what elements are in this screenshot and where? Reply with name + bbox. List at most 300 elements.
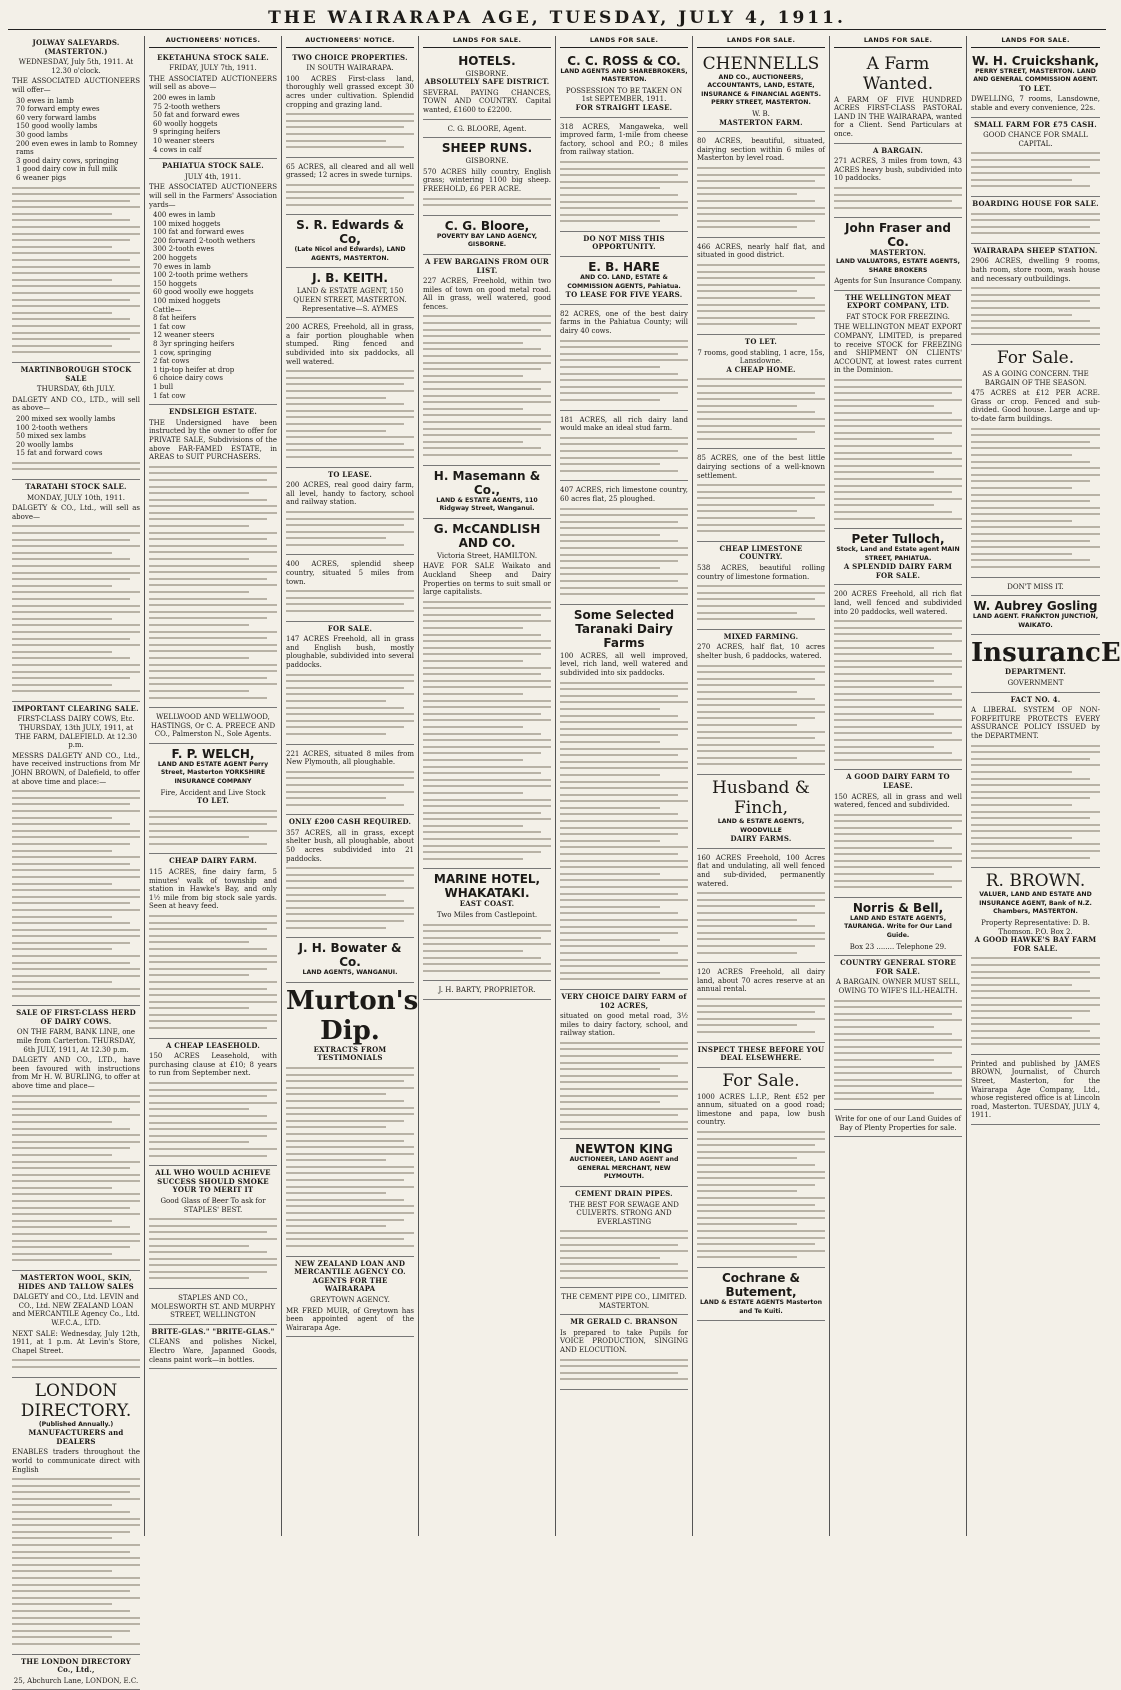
ad-heading: ABSOLUTELY SAFE DISTRICT. — [424, 77, 550, 87]
fine-print-line — [560, 682, 688, 684]
fine-print-line — [560, 1101, 660, 1103]
fine-print-line — [560, 748, 688, 750]
fine-print-line — [971, 447, 1100, 449]
fine-print-line — [560, 866, 688, 868]
fine-print-line — [560, 853, 678, 855]
fine-print-line — [971, 1004, 1100, 1006]
fine-print-line — [834, 386, 962, 388]
fine-print-line — [971, 990, 1090, 992]
fine-print-line — [286, 1087, 414, 1089]
fine-print-line — [423, 693, 523, 695]
fine-print-line — [560, 919, 688, 921]
fine-print-line — [12, 539, 130, 541]
ad-fine-print — [560, 437, 688, 472]
ad-body: 115 ACRES, fine dairy farm, 5 minutes' walk of township and station in Hawke's Bay, and only 1½ mile from big stock sale yards. Seen at heavy feed. — [149, 868, 277, 911]
fine-print-line — [834, 465, 962, 467]
fine-print-line — [971, 857, 1090, 859]
fine-print-line — [697, 605, 825, 607]
fine-print-line — [697, 1223, 797, 1225]
advertisement — [423, 138, 551, 216]
fine-print-line — [971, 327, 1100, 329]
ad-heading: PAHIATUA STOCK SALE. — [162, 161, 264, 171]
column-6 — [693, 36, 830, 1536]
advertisement — [423, 51, 551, 120]
fine-print-line — [834, 518, 962, 520]
advertisement — [560, 1315, 688, 1390]
ad-lot-item: 8 3yr springing heifers — [153, 340, 235, 348]
fine-print-line — [560, 560, 678, 562]
fine-print-line — [12, 651, 112, 653]
fine-print-line — [286, 900, 404, 902]
ad-heading: CHEAP DAIRY FARM. — [169, 856, 257, 866]
fine-print-line — [286, 1093, 386, 1095]
fine-print-line — [697, 491, 825, 493]
fine-print-line — [12, 1498, 140, 1500]
fine-print-line — [560, 463, 660, 465]
fine-print-line — [12, 942, 130, 944]
ad-heading: TO LEASE FOR FIVE YEARS. — [565, 290, 683, 300]
fine-print-line — [697, 998, 825, 1000]
advertisement — [971, 244, 1100, 345]
ad-centered-text: GISBORNE. — [465, 157, 509, 166]
ad-subheading: PERRY STREET, MASTERTON. LAND AND GENERAL COMMISSION AGENT. — [973, 67, 1098, 84]
fine-print-line — [12, 797, 140, 799]
fine-print-line — [423, 759, 523, 761]
fine-print-line — [697, 598, 815, 600]
ad-heading: A BARGAIN. — [872, 145, 924, 155]
column-2 — [145, 36, 282, 1536]
fine-print-line — [697, 704, 825, 706]
fine-print-line — [423, 607, 551, 609]
fine-print-line — [286, 1080, 404, 1082]
fine-print-line — [560, 1068, 660, 1070]
ad-centered-text: AS A GOING CONCERN. THE BARGAIN OF THE SEASON. — [982, 370, 1089, 387]
fine-print-line — [971, 997, 1100, 999]
fine-print-line — [149, 1014, 277, 1016]
fine-print-line — [12, 1207, 130, 1209]
ad-body: 221 ACRES, situated 8 miles from New Plymouth, all ploughable. — [286, 749, 414, 767]
fine-print-line — [12, 1603, 112, 1605]
fine-print-line — [12, 790, 140, 792]
fine-print-line — [834, 680, 934, 682]
ad-centered-text: THE BEST FOR SEWAGE AND CULVERTS. STRONG AND EVERLASTING — [569, 1200, 679, 1226]
fine-print-line — [971, 977, 1100, 979]
fine-print-line — [560, 827, 688, 829]
ad-fine-print — [834, 379, 962, 519]
ad-heading: DAIRY FARMS. — [730, 834, 792, 844]
fine-print-line — [834, 1006, 962, 1008]
ad-centered-text: POSSESSION TO BE TAKEN ON 1st SEPTEMBER, 1911. — [565, 86, 683, 104]
ad-lot-item: 400 ewes in lamb — [153, 211, 216, 220]
fine-print-line — [560, 366, 660, 368]
fine-print-line — [12, 889, 140, 891]
fine-print-line — [12, 823, 130, 825]
fine-print-line — [697, 1157, 797, 1159]
fine-print-line — [560, 939, 660, 941]
ad-centered-text: Property Representative: D. B. Thomson. P.O. Box 2. — [981, 919, 1090, 936]
fine-print-line — [12, 1590, 130, 1592]
ad-subheading: LAND & ESTATE AGENTS, 110 Ridgway Street, Wanganui. — [436, 496, 538, 513]
fine-print-line — [149, 935, 277, 937]
ad-fine-print — [971, 428, 1100, 568]
fine-print-line — [12, 351, 140, 353]
fine-print-line — [149, 1271, 267, 1273]
ad-heading: ENDSLEIGH ESTATE. — [168, 407, 258, 417]
ad-heading: TWO CHOICE PROPERTIES. — [292, 52, 408, 62]
fine-print-line — [697, 1018, 825, 1020]
fine-print-line — [149, 1258, 277, 1260]
fine-print-line — [286, 120, 414, 122]
fine-print-line — [149, 961, 277, 963]
ad-lot-item: 1 fat cow — [153, 322, 186, 331]
ad-centered-text: W. B. — [752, 109, 770, 118]
fine-print-line — [149, 466, 277, 468]
fine-print-line — [697, 899, 825, 901]
fine-print-line — [149, 941, 249, 943]
advertisement — [286, 158, 414, 216]
fine-print-line — [560, 547, 688, 549]
ad-body: 2906 ACRES, dwelling 9 rooms, bath room, store room, wash house and necessary outbuildings. — [971, 257, 1100, 283]
fine-print-line — [423, 950, 523, 952]
ad-firm-name: F. P. WELCH, — [171, 746, 255, 761]
fine-print-line — [12, 1478, 140, 1480]
fine-print-line — [834, 1019, 962, 1021]
column-heading: AUCTIONEERS' NOTICE. — [286, 36, 414, 48]
ad-heading: FOR SALE. — [327, 623, 373, 633]
fine-print-line — [697, 392, 815, 394]
fine-print-line — [12, 1597, 140, 1599]
fine-print-line — [423, 408, 523, 410]
fine-print-line — [286, 713, 414, 715]
fine-print-line — [286, 197, 404, 199]
ad-firm-name: Norris & Bell, — [852, 900, 944, 915]
ad-body: A LIBERAL SYSTEM OF NON-FORFEITURE PROTECTS EVERY ASSURANCE POLICY ISSUED by the DEPARTMENT. — [971, 706, 1100, 740]
fine-print-line — [12, 929, 140, 931]
advertisement — [697, 132, 825, 238]
fine-print-line — [12, 279, 112, 281]
advertisement — [12, 702, 140, 1006]
fine-print-line — [423, 799, 551, 801]
fine-print-line — [697, 411, 815, 413]
fine-print-line — [286, 1245, 414, 1247]
ad-centered-text: LAND & ESTATE AGENT, 150 QUEEN STREET, MASTERTON. Representative—S. AYMES — [293, 287, 407, 313]
fine-print-line — [697, 945, 815, 947]
fine-print-line — [12, 239, 130, 241]
fine-print-line — [697, 1138, 825, 1140]
advertisement — [697, 542, 825, 630]
fine-print-line — [697, 193, 797, 195]
advertisement — [286, 745, 414, 816]
fine-print-line — [149, 492, 249, 494]
ad-body: SEVERAL PAYING CHANCES, TOWN AND COUNTRY. Capital wanted, £1600 to £2200. — [423, 88, 551, 114]
advertisement — [286, 268, 414, 318]
ad-subheading: AND CO. LAND, ESTATE & COMMISSION AGENTS, Pahiatua. — [567, 274, 681, 290]
ad-fine-print — [286, 674, 414, 735]
advertisement — [971, 197, 1100, 244]
fine-print-line — [697, 187, 825, 189]
fine-print-line — [149, 617, 267, 619]
ad-heading: SALE OF FIRST-CLASS HERD OF DAIRY COWS. — [16, 1008, 136, 1026]
ad-body: 357 ACRES, all in grass, except shelter bush, all ploughable, about 50 acres subdivided into 21 paddocks. — [286, 828, 414, 863]
ad-heading: VERY CHOICE DAIRY FARM of 102 ACRES, — [561, 991, 687, 1010]
fine-print-line — [697, 213, 825, 215]
fine-print-line — [12, 611, 140, 613]
fine-print-line — [423, 414, 551, 416]
advertisement — [286, 983, 419, 1257]
columns — [8, 36, 1121, 1685]
ad-lot-item: 200 even ewes in lamb to Romney rams — [16, 139, 138, 157]
fine-print-line — [834, 458, 962, 460]
ad-lot-item: 1 fat cow — [153, 391, 186, 400]
advertisement — [286, 1257, 414, 1338]
ad-heading: SMALL FARM FOR £75 CASH. — [974, 119, 1097, 129]
ad-body: situated on good metal road, 3½ miles to dairy factory, school, and railway station. — [560, 1012, 688, 1038]
fine-print-line — [12, 305, 140, 307]
fine-print-line — [12, 1121, 112, 1123]
fine-print-line — [971, 487, 1072, 489]
fine-print-line — [560, 214, 678, 216]
fine-print-line — [12, 836, 140, 838]
fine-print-line — [971, 745, 1100, 747]
advertisement — [423, 216, 551, 255]
ad-fine-print — [697, 585, 825, 620]
fine-print-line — [560, 359, 688, 361]
ad-centered-text: JULY 4th, 1911. — [184, 172, 242, 181]
fine-print-line — [834, 833, 962, 835]
fine-print-line — [286, 1179, 404, 1181]
fine-print-line — [286, 1133, 414, 1135]
ad-lot-item: 3 good dairy cows, springing — [16, 156, 119, 165]
ad-lot-item: 10 weaner steers — [153, 136, 215, 145]
fine-print-line — [149, 928, 267, 930]
fine-print-line — [12, 1485, 140, 1487]
fine-print-line — [971, 804, 1072, 806]
ad-body: 147 ACRES Freehold, all in grass and English bush, mostly ploughable, subdivided into several paddocks. — [286, 635, 414, 669]
ad-firm-name: Cochrane & Butement, — [721, 1270, 801, 1299]
fine-print-line — [697, 304, 825, 306]
fine-print-line — [697, 684, 825, 686]
fine-print-line — [560, 926, 688, 928]
ad-fine-print — [286, 113, 414, 148]
advertisement — [286, 318, 414, 467]
fine-print-line — [560, 761, 688, 763]
fine-print-line — [560, 392, 678, 394]
ad-body: 270 ACRES, half flat, 10 acres shelter bush, 6 paddocks, watered. — [697, 643, 825, 660]
fine-print-line — [12, 948, 112, 950]
fine-print-line — [560, 587, 688, 589]
fine-print-line — [560, 580, 678, 582]
ad-lot-item: 60 good woolly ewe hoggets — [153, 288, 254, 297]
ad-subheading: AUCTIONEER, LAND AGENT and GENERAL MERCHANT, NEW PLYMOUTH. — [569, 1156, 679, 1181]
fine-print-line — [423, 660, 523, 662]
ad-centered-text: GREYTOWN AGENCY. — [310, 1295, 390, 1304]
fine-print-line — [560, 715, 678, 717]
ad-firm-name: J. B. KEITH. — [312, 271, 388, 286]
fine-print-line — [286, 791, 414, 793]
ad-fine-print — [149, 810, 277, 845]
ad-body: 80 ACRES, beautiful, situated, dairying section within 6 miles of Masterton by level road. — [697, 137, 825, 163]
advertisement — [697, 449, 825, 542]
fine-print-line — [560, 181, 688, 183]
ad-body: 150 ACRES Leasehold, with purchasing clause at £10; 8 years to run from September next. — [149, 1052, 277, 1078]
advertisement — [286, 938, 414, 983]
fine-print-line — [697, 530, 825, 532]
fine-print-line — [971, 540, 1090, 542]
ad-lot-item: 70 ewes in lamb — [153, 262, 211, 271]
ad-body: 200 ACRES, real good dairy farm, all level, handy to factory, school and railway station. — [286, 481, 414, 507]
advertisement — [971, 345, 1100, 578]
fine-print-line — [834, 732, 952, 734]
fine-print-line — [149, 571, 277, 573]
fine-print-line — [834, 673, 952, 675]
ad-fine-print — [12, 525, 140, 692]
fine-print-line — [971, 971, 1090, 973]
ad-lot-item: 100 mixed hoggets — [153, 297, 221, 306]
ad-lot-item: 6 weaner pigs — [16, 173, 67, 182]
fine-print-line — [286, 146, 404, 148]
ad-firm-name: S. R. Edwards & Co, — [296, 218, 404, 247]
ad-heading: MANUFACTURERS and DEALERS — [28, 1428, 124, 1446]
fine-print-line — [697, 290, 797, 292]
ad-centered-text: MONDAY, JULY 10th, 1911. — [26, 493, 126, 502]
ad-subheading: LAND AGENTS, WANGANUI. — [302, 969, 398, 977]
fine-print-line — [12, 1154, 112, 1156]
ad-lot-item: 9 springing heifers — [153, 128, 221, 137]
fine-print-line — [560, 373, 678, 375]
fine-print-line — [560, 1237, 688, 1239]
fine-print-line — [12, 1366, 140, 1368]
fine-print-line — [149, 830, 277, 832]
fine-print-line — [971, 179, 1072, 181]
fine-print-line — [560, 708, 660, 710]
fine-print-line — [12, 863, 130, 865]
fine-print-line — [12, 462, 140, 464]
ad-fine-print — [286, 1067, 414, 1247]
fine-print-line — [560, 965, 688, 967]
fine-print-line — [12, 850, 112, 852]
advertisement — [423, 519, 551, 870]
fine-print-line — [12, 572, 140, 574]
fine-print-line — [697, 763, 825, 765]
ad-lot-item: 100 mixed hoggets — [153, 219, 221, 228]
fine-print-line — [971, 461, 1090, 463]
fine-print-line — [149, 1135, 267, 1137]
fine-print-line — [286, 726, 404, 728]
fine-print-line — [560, 470, 678, 472]
fine-print-line — [423, 381, 551, 383]
masthead: THE WAIRARAPA AGE, TUESDAY, JULY 4, 1911. — [8, 6, 1106, 30]
advertisement — [697, 963, 825, 1042]
fine-print-line — [560, 899, 688, 901]
fine-print-line — [560, 1121, 688, 1123]
fine-print-line — [149, 1231, 267, 1233]
fine-print-line — [697, 1024, 797, 1026]
fine-print-line — [560, 194, 678, 196]
fine-print-line — [12, 332, 140, 334]
fine-print-line — [971, 166, 1090, 168]
fine-print-line — [834, 866, 952, 868]
fine-print-line — [697, 585, 825, 587]
ad-heading: CHEAP LIMESTONE COUNTRY. — [719, 543, 803, 562]
fine-print-line — [971, 811, 1100, 813]
advertisement — [12, 480, 140, 702]
advertisement — [423, 981, 551, 1000]
ad-body: THE ASSOCIATED AUCTIONEERS will sell as above— — [149, 74, 277, 92]
advertisement — [560, 481, 688, 605]
ad-lot-item: 1 tip-top heifer at drop — [153, 365, 235, 374]
advertisement — [149, 1039, 277, 1167]
fine-print-line — [697, 892, 825, 894]
fine-print-line — [12, 1233, 140, 1235]
fine-print-line — [286, 1113, 414, 1115]
fine-print-line — [286, 1140, 404, 1142]
fine-print-line — [834, 686, 962, 688]
fine-print-line — [697, 264, 825, 266]
ad-fine-print — [971, 957, 1100, 1045]
ad-body: DWELLING, 7 rooms, Lansdowne, stable and every convenience, 22s. — [971, 95, 1100, 112]
fine-print-line — [149, 1082, 277, 1084]
advertisement — [423, 466, 551, 519]
ad-subheading: Stock, Land and Estate agent MAIN STREET, PAHIATUA. — [836, 546, 960, 562]
fine-print-line — [12, 1359, 140, 1361]
fine-print-line — [12, 1259, 140, 1261]
fine-print-line — [286, 544, 404, 546]
fine-print-line — [12, 598, 130, 600]
ad-body: A FARM OF FIVE HUNDRED ACRES FIRST-CLASS PASTORAL LAND IN THE WAIRARAPA, wanted for a Client. Send Particulars at once. — [834, 95, 962, 138]
fine-print-line — [697, 1197, 825, 1199]
fine-print-line — [697, 277, 815, 279]
fine-print-line — [971, 764, 1100, 766]
ad-fine-print — [286, 511, 414, 546]
ad-lot-item: 6 choice dairy cows — [153, 374, 223, 383]
fine-print-line — [12, 187, 140, 189]
fine-print-line — [697, 1177, 825, 1179]
fine-print-line — [149, 578, 267, 580]
fine-print-line — [12, 902, 130, 904]
ad-body: CLEANS and polishes Nickel, Electro Ware, Japanned Goods, cleans paint work—in bottles. — [149, 1338, 277, 1364]
ad-lot-item: 1 cow, springing — [153, 348, 212, 357]
fine-print-line — [149, 922, 277, 924]
advertisement — [560, 605, 688, 990]
ad-lot-item: 15 fat and forward cows — [16, 449, 103, 458]
fine-print-line — [423, 792, 523, 794]
fine-print-line — [971, 219, 1100, 221]
fine-print-line — [149, 545, 277, 547]
fine-print-line — [12, 883, 112, 885]
fine-print-line — [834, 847, 952, 849]
fine-print-line — [286, 511, 414, 513]
fine-print-line — [834, 660, 962, 662]
fine-print-line — [286, 191, 414, 193]
ad-body: 65 ACRES, all cleared and all well grassed; 12 acres in swede turnips. — [286, 162, 414, 180]
fine-print-line — [149, 532, 277, 534]
ad-subheading: LAND VALUATORS, ESTATE AGENTS, SHARE BROKERS — [835, 257, 961, 274]
fine-print-line — [560, 1270, 688, 1272]
fine-print-line — [149, 657, 249, 659]
fine-print-line — [971, 791, 1100, 793]
fine-print-line — [149, 1027, 267, 1029]
fine-print-line — [423, 726, 523, 728]
fine-print-line — [834, 633, 952, 635]
fine-print-line — [12, 1511, 130, 1513]
fine-print-line — [971, 830, 1100, 832]
fine-print-line — [149, 631, 277, 633]
fine-print-line — [149, 1251, 267, 1253]
fine-print-line — [12, 1141, 140, 1143]
fine-print-line — [423, 454, 551, 456]
fine-print-line — [423, 315, 551, 317]
fine-print-line — [286, 874, 414, 876]
